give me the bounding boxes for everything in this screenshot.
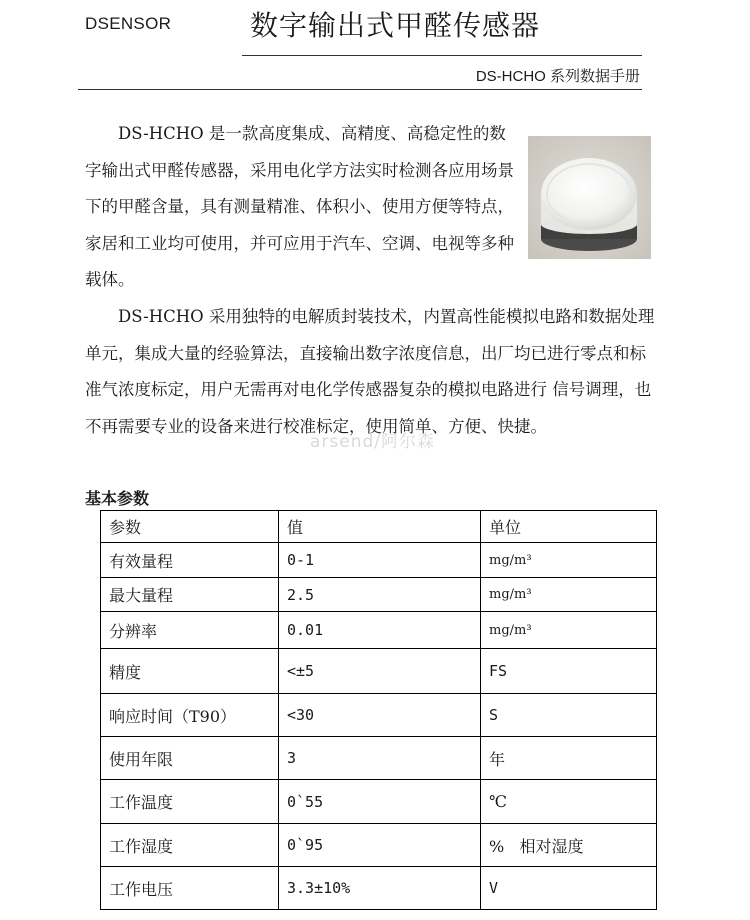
intro-paragraph-1-text: DS-HCHO 是一款高度集成、高精度、高稳定性的数字输出式甲醛传感器，采用电化学方法实时检测各应用场景下的甲醛含量，具有测量精准、体积小、使用方便等特点， 家居和工业均可使用，并可应用于汽车、空调、电视等多种载体。	[85, 124, 514, 289]
table-row	[101, 780, 657, 824]
table-row	[101, 694, 657, 737]
section-title: 基本参数	[85, 489, 150, 508]
value-cell: <30	[279, 694, 481, 737]
value-cell: 2.5	[279, 578, 481, 612]
value-cell: 0.01	[279, 612, 481, 649]
unit-cell: mg/m³	[481, 543, 657, 578]
intro-paragraph-1	[85, 116, 520, 299]
table-row	[101, 649, 657, 694]
value-cell: <±5	[279, 649, 481, 694]
unit-cell: mg/m³	[481, 578, 657, 612]
param-cell: 工作电压	[101, 867, 279, 910]
unit-cell: 年	[481, 737, 657, 780]
value-cell: 0`55	[279, 780, 481, 824]
unit-cell: S	[481, 694, 657, 737]
value-cell: 3	[279, 737, 481, 780]
table-row	[101, 867, 657, 910]
header-cell-param: 参数	[101, 511, 279, 543]
table-row	[101, 824, 657, 867]
document-subtitle: DS-HCHO 系列数据手册	[475, 68, 640, 85]
document-title: 数字输出式甲醛传感器	[250, 9, 541, 42]
table-row	[101, 612, 657, 649]
unit-cell: mg/m³	[481, 612, 657, 649]
watermark: arsend/阿尔森	[310, 432, 436, 452]
header-rule-bottom	[78, 89, 642, 90]
param-cell: 工作温度	[101, 780, 279, 824]
intro-paragraph-2-text: DS-HCHO 采用独特的电解质封装技术，内置高性能模拟电路和数据处理单元，集成大量的经验算法，直接输出数字浓度信息，出厂均已进行零点和标准气浓度标定，用户无需再对电化学传感器复杂的模拟电路进行 信号调理，也不再需要专业的设备来进行校准标定，使用简单、方便、快捷。	[85, 307, 655, 436]
param-cell: 分辨率	[101, 612, 279, 649]
unit-cell: V	[481, 867, 657, 910]
intro-paragraph-2	[85, 299, 660, 445]
param-cell: 有效量程	[101, 543, 279, 578]
value-cell: 0`95	[279, 824, 481, 867]
param-cell: 工作湿度	[101, 824, 279, 867]
table-row	[101, 543, 657, 578]
parameters-table	[100, 510, 657, 910]
value-cell: 3.3±10%	[279, 867, 481, 910]
table-row	[101, 737, 657, 780]
unit-cell: ℃	[481, 780, 657, 824]
param-cell: 最大量程	[101, 578, 279, 612]
table-row	[101, 578, 657, 612]
sensor-image	[528, 136, 651, 259]
table-header-row	[101, 511, 657, 543]
param-cell: 响应时间（T90）	[101, 694, 279, 737]
param-cell: 使用年限	[101, 737, 279, 780]
sensor-photo	[528, 136, 651, 259]
value-cell: 0-1	[279, 543, 481, 578]
header-cell-unit: 单位	[481, 511, 657, 543]
param-cell: 精度	[101, 649, 279, 694]
header-rule-top	[242, 55, 642, 56]
unit-cell: % 相对湿度	[481, 824, 657, 867]
header-cell-value: 值	[279, 511, 481, 543]
brand-name: DSENSOR	[85, 14, 172, 33]
unit-cell: FS	[481, 649, 657, 694]
